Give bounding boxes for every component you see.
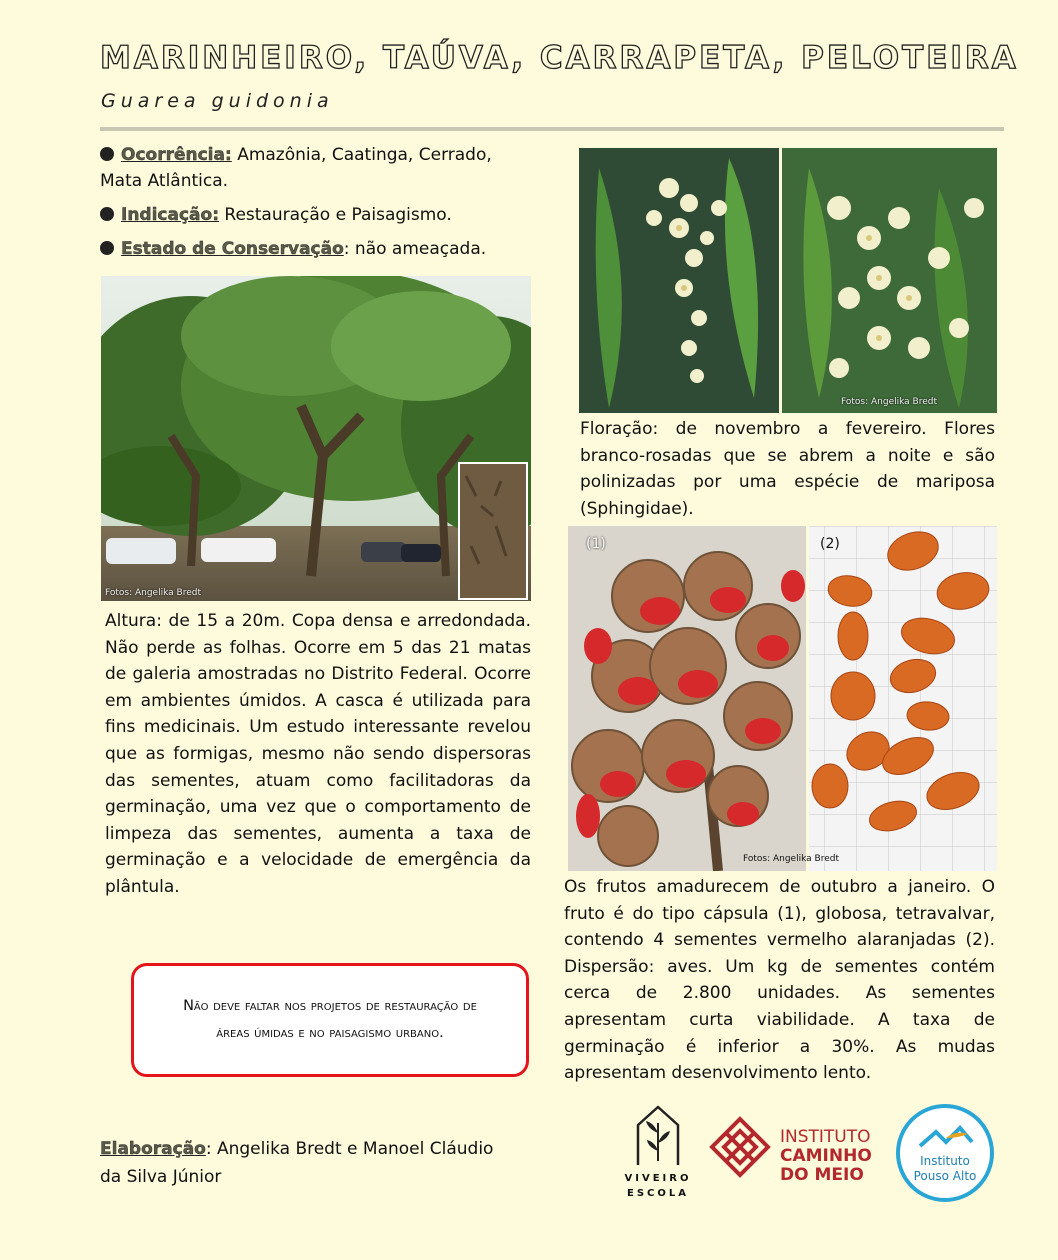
tree-illustration [101,276,531,601]
elaboration-label: Elaboração [100,1139,206,1159]
bullet-icon [100,241,114,255]
fact-indication [100,202,530,228]
instituto-caminho-logo [708,1115,883,1197]
knot-icon [708,1115,772,1195]
page-title: MARINHEIRO, TAÚVA, CARRAPETA, PELOTEIRA [100,40,1019,76]
viveiro-line1: VIVEIRO [624,1173,692,1184]
flowers-photo [579,148,997,413]
recommendation-callout [131,963,529,1077]
fact-label: Ocorrência: [121,145,232,165]
callout-text: Não deve faltar nos projetos de restauração de áreas úmidas e no paisagismo urbano. [183,998,477,1041]
fact-occurrence [100,142,530,194]
fact-label: Indicação: [121,205,219,225]
viveiro-line2: ESCOLA [627,1188,689,1199]
fact-conservation [100,236,530,262]
header-divider [100,127,1004,131]
instituto-pouso-alto-logo [896,1104,994,1202]
fruit-label-2: (2) [820,536,840,552]
fruits-text: Os frutos amadurecem de outubro a janeiro. O fruto é do tipo cápsula (1), globosa, tetravalvar, contendo 4 sementes vermelho alaranjadas (2). Dispersão: aves. Um kg de sementes contém cerca de 2.800 unidades. As sementes apresentam curta viabilidade. A taxa de germinação é inferior a 30%. As mudas apresentam desenvolvimento lento. [564,877,995,1084]
caminho-line3: DO MEIO [780,1165,864,1185]
plant-house-icon [620,1103,696,1167]
bullet-icon [100,147,114,161]
flowering-text: Floração: de novembro a fevereiro. Flores branco-rosadas que se abrem a noite e são polinizadas por uma espécie de mariposa (Sphingidae). [580,419,995,519]
bullet-icon [100,207,114,221]
fruits-illustration [568,526,997,871]
fact-value: Amazônia, Caatinga, Cerrado, Mata Atlântica. [100,145,492,191]
bird-icon [916,1124,976,1154]
viveiro-escola-logo [620,1103,696,1203]
tree-description: Altura: de 15 a 20m. Copa densa e arredondada. Não perde as folhas. Ocorre em 5 das 21 matas de galeria amostradas no Distrito Federal. Ocorre em ambientes úmidos. A casca é utilizada para fins medicinais. Um estudo interessante revelou que as formigas, mesmo não sendo dispersoras das sementes, atuam como facilitadoras da germinação, uma vez que o comportamento de limpeza das sementes, aumenta a taxa de germinação e a velocidade de emergência da plântula. [105,611,531,897]
fact-label: Estado de Conservação [121,239,344,259]
facts-list [100,142,530,270]
photo-credit: Fotos: Angelika Bredt [105,588,201,598]
pouso-line1: Instituto [920,1154,970,1168]
scientific-name: Guarea guidonia [101,90,334,112]
photo-credit: Fotos: Angelika Bredt [743,854,839,864]
fruit-label-1: (1) [586,536,606,552]
caminho-line1: INSTITUTO [780,1127,871,1147]
fact-value: : não ameaçada. [343,239,487,259]
pouso-line2: Pouso Alto [913,1169,977,1183]
caminho-line2: CAMINHO [780,1146,872,1166]
tree-photo [101,276,531,601]
fact-value: Restauração e Paisagismo. [219,205,452,225]
credits-footer [100,1135,500,1191]
elaboration-authors: : Angelika Bredt e Manoel Cláudio da Silva Júnior [100,1139,494,1187]
flowers-illustration [579,148,997,413]
photo-credit: Fotos: Angelika Bredt [841,397,937,407]
fruits-photo [568,526,997,871]
